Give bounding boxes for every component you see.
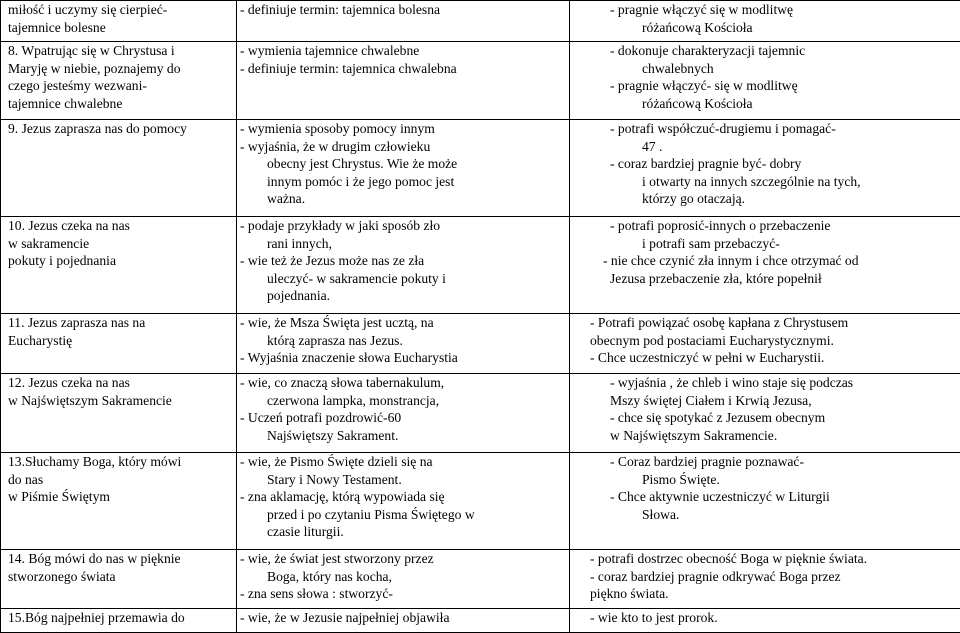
requirement-line: - wie, że w Jezusie najpełniej objawiła bbox=[240, 609, 566, 627]
attitude-line: różańcową Kościoła bbox=[610, 95, 957, 113]
table-row bbox=[1, 120, 960, 217]
requirement-line: czasie liturgii. bbox=[240, 523, 566, 541]
topic-cell bbox=[1, 42, 237, 120]
requirement-line: Stary i Nowy Testament. bbox=[240, 471, 566, 489]
table-row bbox=[1, 374, 960, 453]
requirement-line: rani innych, bbox=[240, 235, 566, 253]
attitude-line: i otwarty na innych szczególnie na tych, bbox=[610, 173, 957, 191]
requirements-cell bbox=[237, 1, 570, 42]
requirement-line: - wie też że Jezus może nas ze zła bbox=[240, 252, 566, 270]
attitude-line: Pismo Święte. bbox=[610, 471, 957, 489]
attitude-line: - coraz bardziej pragnie odkrywać Boga przez bbox=[590, 568, 957, 586]
attitude-line: Jezusa przebaczenie zła, które popełnił bbox=[610, 270, 957, 288]
attitude-line: - coraz bardziej pragnie być- dobry bbox=[610, 155, 957, 173]
attitudes-cell bbox=[570, 1, 960, 42]
requirements-cell bbox=[237, 314, 570, 374]
attitude-line: - dokonuje charakteryzacji tajemnic bbox=[610, 42, 957, 60]
attitudes-cell bbox=[570, 42, 960, 120]
attitude-line: - potrafi dostrzec obecność Boga w pięknie świata. bbox=[590, 550, 957, 568]
attitude-line: piękno świata. bbox=[590, 585, 957, 603]
attitude-line: - nie chce czynić zła innym i chce otrzymać od bbox=[603, 252, 957, 270]
table-row bbox=[1, 314, 960, 374]
attitude-line: którzy go otaczają. bbox=[610, 190, 957, 208]
topic-line: 15.Bóg najpełniej przemawia do bbox=[8, 609, 233, 627]
requirement-line: - definiuje termin: tajemnica bolesna bbox=[240, 1, 566, 19]
topic-line: do nas bbox=[8, 471, 233, 489]
topic-cell bbox=[1, 217, 237, 314]
requirement-line: - wie, że Pismo Święte dzieli się na bbox=[240, 453, 566, 471]
attitude-line: - wyjaśnia , że chleb i wino staje się podczas bbox=[610, 374, 957, 392]
requirement-line: ważna. bbox=[240, 190, 566, 208]
attitude-line: - potrafi poprosić-innych o przebaczenie bbox=[610, 217, 957, 235]
requirement-line: - wie, że Msza Święta jest ucztą, na bbox=[240, 314, 566, 332]
topic-line: tajemnice chwalebne bbox=[8, 95, 233, 113]
table-row bbox=[1, 550, 960, 609]
requirement-line: obecny jest Chrystus. Wie że może bbox=[240, 155, 566, 173]
requirement-line: - definiuje termin: tajemnica chwalebna bbox=[240, 60, 566, 78]
requirement-line: - zna aklamację, którą wypowiada się bbox=[240, 488, 566, 506]
attitude-line: - chce się spotykać z Jezusem obecnym bbox=[610, 409, 957, 427]
topic-line: Maryję w niebie, poznajemy do bbox=[8, 60, 233, 78]
topic-line: 12. Jezus czeka na nas bbox=[8, 374, 233, 392]
requirement-line: przed i po czytaniu Pisma Świętego w bbox=[240, 506, 566, 524]
topic-line: tajemnice bolesne bbox=[8, 19, 233, 37]
topic-cell bbox=[1, 1, 237, 42]
requirement-line: - podaje przykłady w jaki sposób zło bbox=[240, 217, 566, 235]
topic-line: 8. Wpatrując się w Chrystusa i bbox=[8, 42, 233, 60]
requirements-cell bbox=[237, 120, 570, 217]
attitude-line: - Chce aktywnie uczestniczyć w Liturgii bbox=[610, 488, 957, 506]
requirements-cell bbox=[237, 42, 570, 120]
attitudes-cell bbox=[570, 120, 960, 217]
table-row bbox=[1, 217, 960, 314]
topic-line: stworzonego świata bbox=[8, 568, 233, 586]
requirements-cell bbox=[237, 609, 570, 633]
requirement-line: - zna sens słowa : stworzyć- bbox=[240, 585, 566, 603]
requirement-line: innym pomóc i że jego pomoc jest bbox=[240, 173, 566, 191]
attitude-line: Słowa. bbox=[610, 506, 957, 524]
attitude-line: - pragnie włączyć się w modlitwę bbox=[610, 1, 957, 19]
topic-line: miłość i uczymy się cierpieć- bbox=[8, 1, 233, 19]
attitude-line: w Najświętszym Sakramencie. bbox=[610, 427, 957, 445]
requirement-line: - Wyjaśnia znaczenie słowa Eucharystia bbox=[240, 349, 566, 367]
attitude-line: - Chce uczestniczyć w pełni w Eucharystii. bbox=[590, 349, 957, 367]
attitude-line: różańcową Kościoła bbox=[610, 19, 957, 37]
topic-line: 10. Jezus czeka na nas bbox=[8, 217, 233, 235]
requirement-line: uleczyć- w sakramencie pokuty i bbox=[240, 270, 566, 288]
attitude-line: - wie kto to jest prorok. bbox=[590, 609, 957, 627]
table-row bbox=[1, 453, 960, 550]
requirement-line: Boga, który nas kocha, bbox=[240, 568, 566, 586]
attitude-line: - pragnie włączyć- się w modlitwę bbox=[610, 77, 957, 95]
requirement-line: Najświętszy Sakrament. bbox=[240, 427, 566, 445]
requirement-line: pojednania. bbox=[240, 287, 566, 305]
topic-line: 11. Jezus zaprasza nas na bbox=[8, 314, 233, 332]
topic-line: Eucharystię bbox=[8, 332, 233, 350]
topic-cell bbox=[1, 120, 237, 217]
requirement-line: którą zaprasza nas Jezus. bbox=[240, 332, 566, 350]
requirement-line: - wie, co znaczą słowa tabernakulum, bbox=[240, 374, 566, 392]
topic-line: pokuty i pojednania bbox=[8, 252, 233, 270]
requirements-cell bbox=[237, 550, 570, 609]
attitude-line: obecnym pod postaciami Eucharystycznymi. bbox=[590, 332, 957, 350]
requirements-cell bbox=[237, 217, 570, 314]
table-row bbox=[1, 609, 960, 633]
attitudes-cell bbox=[570, 453, 960, 550]
topic-cell bbox=[1, 550, 237, 609]
attitude-line: chwalebnych bbox=[610, 60, 957, 78]
table-row bbox=[1, 1, 960, 42]
table-row bbox=[1, 42, 960, 120]
topic-cell bbox=[1, 314, 237, 374]
requirement-line: - wie, że świat jest stworzony przez bbox=[240, 550, 566, 568]
topic-cell bbox=[1, 453, 237, 550]
topic-line: w Najświętszym Sakramencie bbox=[8, 392, 233, 410]
topic-line: czego jesteśmy wezwani- bbox=[8, 77, 233, 95]
requirement-line: - wymienia sposoby pomocy innym bbox=[240, 120, 566, 138]
attitude-line: - Coraz bardziej pragnie poznawać- bbox=[610, 453, 957, 471]
attitudes-cell bbox=[570, 374, 960, 453]
attitudes-cell bbox=[570, 609, 960, 633]
attitude-line: Mszy świętej Ciałem i Krwią Jezusa, bbox=[610, 392, 957, 410]
requirement-line: - Uczeń potrafi pozdrowić-60 bbox=[240, 409, 566, 427]
requirement-line: - wymienia tajemnice chwalebne bbox=[240, 42, 566, 60]
topic-line: 14. Bóg mówi do nas w pięknie bbox=[8, 550, 233, 568]
requirements-cell bbox=[237, 374, 570, 453]
topic-line: 9. Jezus zaprasza nas do pomocy bbox=[8, 120, 233, 138]
topic-line: 13.Słuchamy Boga, który mówi bbox=[8, 453, 233, 471]
requirement-line: czerwona lampka, monstrancja, bbox=[240, 392, 566, 410]
attitude-line: i potrafi sam przebaczyć- bbox=[610, 235, 957, 253]
attitude-line: - Potrafi powiązać osobę kapłana z Chrystusem bbox=[590, 314, 957, 332]
attitudes-cell bbox=[570, 550, 960, 609]
attitude-line: 47 . bbox=[610, 138, 957, 156]
topic-line: w sakramencie bbox=[8, 235, 233, 253]
attitudes-cell bbox=[570, 217, 960, 314]
requirements-cell bbox=[237, 453, 570, 550]
attitudes-cell bbox=[570, 314, 960, 374]
topic-cell bbox=[1, 609, 237, 633]
attitude-line: - potrafi współczuć-drugiemu i pomagać- bbox=[610, 120, 957, 138]
topic-cell bbox=[1, 374, 237, 453]
requirement-line: - wyjaśnia, że w drugim człowieku bbox=[240, 138, 566, 156]
topic-line: w Piśmie Świętym bbox=[8, 488, 233, 506]
